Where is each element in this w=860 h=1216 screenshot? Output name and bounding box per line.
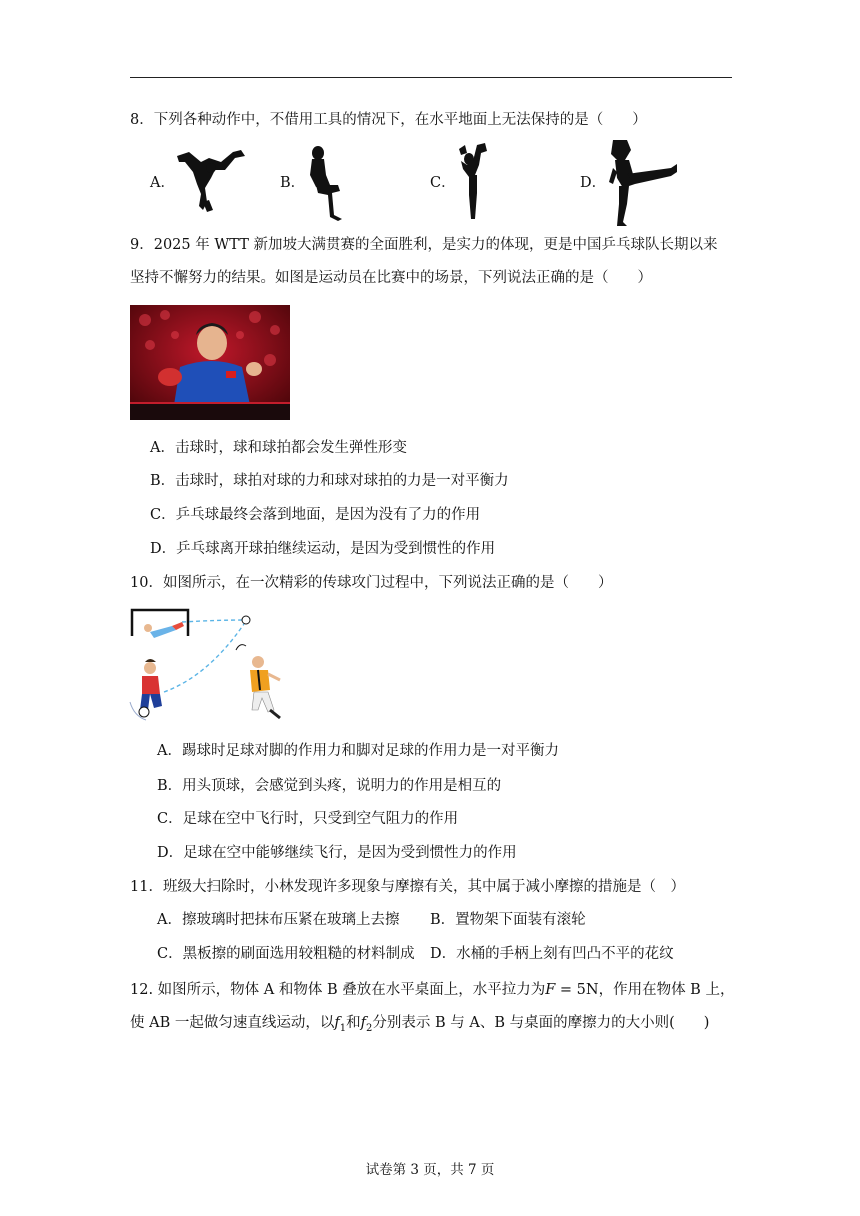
kicker-figure xyxy=(130,659,162,720)
q12-f2-symbol: f xyxy=(360,1015,366,1031)
q8-standing-split-silhouette xyxy=(455,141,495,221)
q8-option-a-label: A． xyxy=(150,175,175,191)
header-rule xyxy=(130,77,732,78)
q12-f1-subscript: 1 xyxy=(339,1022,347,1034)
q10-option-b: B．用头顶球，会感觉到头疼，说明力的作用是相互的 xyxy=(157,778,502,794)
q12-stem-line2 xyxy=(130,1013,709,1039)
page-footer: 试卷第 3 页，共 7 页 xyxy=(365,1162,495,1178)
q12-line2-text-b: 分别表示 B 与 A、B 与桌面的摩擦力的大小则( ) xyxy=(372,1015,710,1031)
q11-option-a: A．擦玻璃时把抹布压紧在玻璃上去擦 xyxy=(157,912,400,928)
q12-stem-line1 xyxy=(130,980,734,1000)
q8-option-c-label: C． xyxy=(430,175,456,191)
q11-option-b: B．置物架下面装有滚轮 xyxy=(430,912,586,928)
q10-soccer-pass-illustration xyxy=(128,606,298,726)
q8-option-d-label: D． xyxy=(580,175,607,191)
q10-option-d: D．足球在空中能够继续飞行，是因为受到惯性力的作用 xyxy=(157,845,517,861)
q10-stem: 10．如图所示，在一次精彩的传球攻门过程中，下列说法正确的是（ ） xyxy=(130,575,613,591)
q9-option-a: A．击球时，球和球拍都会发生弹性形变 xyxy=(150,440,407,456)
q12-line1-text-a: 12. 如图所示，物体 A 和物体 B 叠放在水平桌面上，水平拉力为 xyxy=(130,982,546,998)
q12-force-value: = 5N xyxy=(555,982,599,998)
q8-option-b-label: B． xyxy=(280,175,306,191)
q12-f2-subscript: 2 xyxy=(365,1022,373,1034)
q10-option-a: A．踢球时足球对脚的作用力和脚对足球的作用力是一对平衡力 xyxy=(157,743,559,759)
q12-f1-symbol: f xyxy=(334,1015,340,1031)
q9-option-c: C．乒乓球最终会落到地面，是因为没有了力的作用 xyxy=(150,507,481,523)
q12-force-symbol: F xyxy=(545,982,556,998)
q9-option-b: B．击球时，球拍对球的力和球对球拍的力是一对平衡力 xyxy=(150,473,509,489)
q8-high-kick-silhouette xyxy=(605,138,679,226)
q12-line2-mid: 和 xyxy=(346,1015,361,1031)
q11-option-c: C．黑板擦的刷面选用较粗糙的材料制成 xyxy=(157,946,415,962)
q8-breakdance-silhouette xyxy=(175,148,247,216)
goalkeeper-figure xyxy=(144,622,184,638)
q12-line2-text-a: 使 AB 一起做匀速直线运动，以 xyxy=(130,1015,335,1031)
q12-line1-text-b: ，作用在物体 B 上， xyxy=(598,982,735,998)
q11-option-d: D．水桶的手柄上刻有凹凸不平的花纹 xyxy=(430,946,674,962)
header-figure xyxy=(250,656,280,718)
q8-stem: 8．下列各种动作中，不借用工具的情况下，在水平地面上无法保持的是（ ） xyxy=(130,112,647,128)
q9-table-tennis-photo xyxy=(130,305,290,420)
q8-sitting-silhouette xyxy=(302,145,348,221)
q9-stem-line1: 9．2025 年 WTT 新加坡大满贯赛的全面胜利，是实力的体现，更是中国乒乓球队长期以来 xyxy=(130,237,718,253)
q9-option-d: D．乒乓球离开球拍继续运动，是因为受到惯性的作用 xyxy=(150,541,496,557)
q10-option-c: C．足球在空中飞行时，只受到空气阻力的作用 xyxy=(157,811,459,827)
q11-stem: 11．班级大扫除时，小林发现许多现象与摩擦有关，其中属于减小摩擦的措施是（ ） xyxy=(130,879,685,895)
q9-stem-line2: 坚持不懈努力的结果。如图是运动员在比赛中的场景，下列说法正确的是（ ） xyxy=(130,270,652,286)
